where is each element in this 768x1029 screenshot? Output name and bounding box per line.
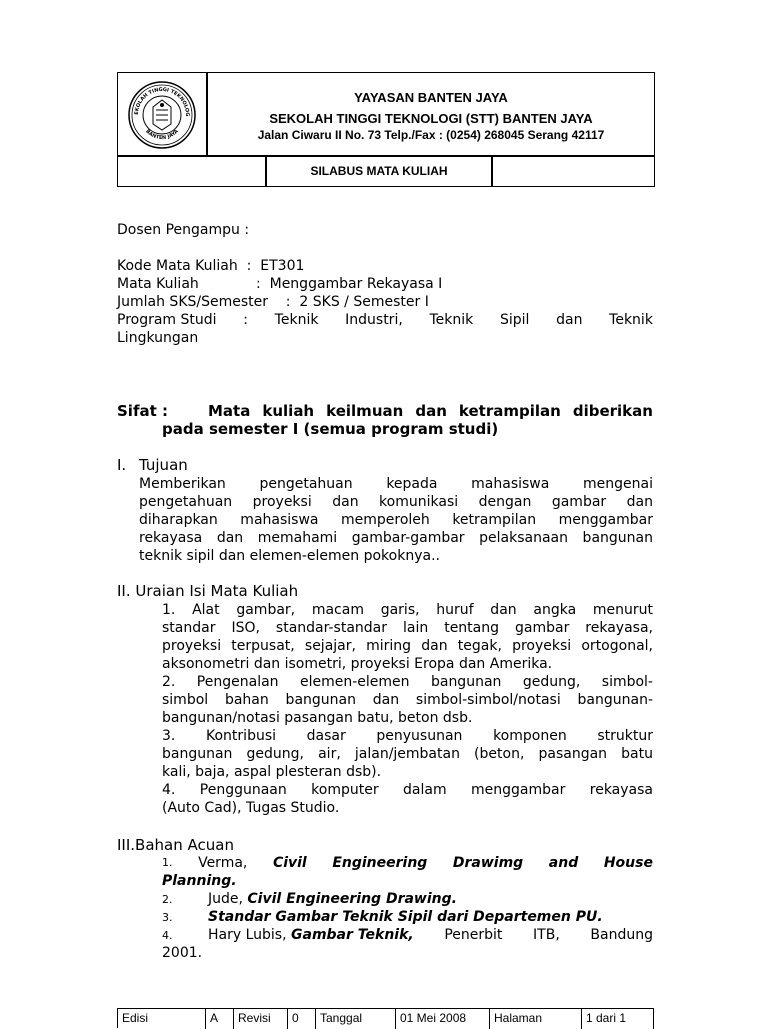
header-table <box>117 72 655 187</box>
prodi-word: Teknik <box>609 312 653 328</box>
school-name: SEKOLAH TINGGI TEKNOLOGI (STT) BANTEN JAYA <box>269 111 593 126</box>
uraian-line: 2. Pengenalan elemen-elemen bangunan gedung, simbol- <box>162 674 653 690</box>
bahan-item-3 <box>162 908 603 926</box>
prodi-cont: Lingkungan <box>117 330 199 346</box>
sifat-word: diberikan <box>572 402 653 420</box>
footer-revisi-label: Revisi <box>234 1009 288 1029</box>
header-divider <box>491 155 493 187</box>
bahan-author: Jude, <box>208 891 248 907</box>
bahan-author: Hary Lubis, <box>208 927 291 943</box>
sifat-word: kuliah <box>262 402 315 420</box>
uraian-line: (Auto Cad), Tugas Studio. <box>162 800 340 816</box>
prodi-word: Industri, <box>345 312 403 328</box>
footer-table <box>117 1008 654 1028</box>
sks-line: Jumlah SKS/Semester : 2 SKS / Semester I <box>117 294 429 310</box>
bahan-title: Gambar Teknik, <box>291 927 414 943</box>
mk-value: : Menggambar Rekayasa I <box>256 276 443 292</box>
bahan-title-word: Engineering <box>332 855 428 871</box>
tujuan-heading: Tujuan <box>139 456 188 474</box>
prodi-word: dan <box>556 312 583 328</box>
uraian-line: 3. Kontribusi dasar penyusunan komponen struktur <box>162 728 653 744</box>
bahan-item-1 <box>162 854 653 872</box>
sifat-line2: pada semester I (semua program studi) <box>162 420 499 438</box>
tujuan-line: rekayasa dan memahami gambar-gambar pelaksanaan bangunan <box>139 530 653 546</box>
prodi-word: Teknik <box>429 312 474 328</box>
footer-edisi-value: A <box>206 1009 234 1029</box>
prodi-word: Sipil <box>499 312 530 328</box>
bahan-heading: III.Bahan Acuan <box>117 836 234 854</box>
uraian-line: 4. Penggunaan komputer dalam menggambar rekayasa <box>162 782 653 798</box>
uraian-line: bangunan gedung, air, jalan/jembatan (beton, pasangan batu <box>162 746 653 762</box>
bahan-num: 3. <box>162 911 173 924</box>
uraian-line: proyeksi terpusat, sejajar, miring dan tegak, proyeksi ortogonal, <box>162 638 653 654</box>
tujuan-num: I. <box>117 456 127 474</box>
tujuan-paragraph <box>139 475 653 565</box>
bahan-item-4 <box>162 926 653 944</box>
footer-revisi-value: 0 <box>288 1009 316 1029</box>
bahan-title-word: and <box>548 855 579 871</box>
doc-title: SILABUS MATA KULIAH <box>310 164 448 178</box>
bahan-title-cont: Planning. <box>162 873 237 889</box>
uraian-line: kali, baja, aspal plesteran dsb). <box>162 764 382 780</box>
footer-edisi-label: Edisi <box>118 1009 206 1029</box>
footer-halaman-label: Halaman <box>490 1009 582 1029</box>
sifat-label: Sifat : <box>117 402 168 420</box>
bahan-num: 2. <box>162 893 173 906</box>
bahan-title-word: House <box>603 855 653 871</box>
tujuan-line: pengetahuan proyeksi dan komunikasi dengan gambar dan <box>139 494 653 510</box>
uraian-line: simbol bahan bangunan dan simbol-simbol/notasi bangunan- <box>162 692 653 708</box>
tujuan-line: diharapkan mahasiswa memperoleh ketrampilan menggambar <box>139 512 653 528</box>
sifat-word: Mata <box>208 402 251 420</box>
bahan-num: 4. <box>162 929 173 942</box>
uraian-line: 1. Alat gambar, macam garis, huruf dan angka menurut <box>162 602 653 618</box>
bahan-num: 1. <box>162 856 173 869</box>
bahan-title-word: Drawimg <box>452 855 524 871</box>
bahan-item-2 <box>162 890 457 908</box>
kode-line: Kode Mata Kuliah : ET301 <box>117 258 305 274</box>
mk-label: Mata Kuliah <box>117 276 199 292</box>
bahan-rest-word: Penerbit <box>444 927 503 943</box>
prodi-word: Program Studi <box>117 312 217 328</box>
org-name: YAYASAN BANTEN JAYA <box>354 90 508 105</box>
footer-halaman-value: 1 dari 1 <box>582 1009 654 1029</box>
footer-tanggal-value: 01 Mei 2008 <box>396 1009 490 1029</box>
school-seal-icon <box>127 80 197 150</box>
bahan-item-4-cont: 2001. <box>162 945 203 961</box>
bahan-title: Civil Engineering Drawing. <box>247 891 457 907</box>
uraian-line: bangunan/notasi pasangan batu, beton dsb. <box>162 710 473 726</box>
uraian-heading: II. Uraian Isi Mata Kuliah <box>117 582 299 600</box>
uraian-line: aksonometri dan isometri, proyeksi Eropa dan Amerika. <box>162 656 553 672</box>
seal-text-top: EKOLAH TINGGI TEKNOLOG <box>133 86 191 117</box>
sifat-line1 <box>208 402 653 420</box>
uraian-line: standar ISO, standar-standar lain tentang gambar rekayasa, <box>162 620 653 636</box>
dosen-label: Dosen Pengampu : <box>117 222 250 238</box>
bahan-rest-word: ITB, <box>533 927 560 943</box>
prodi-line <box>117 312 653 328</box>
school-address: Jalan Ciwaru II No. 73 Telp./Fax : (0254) 268045 Serang 42117 <box>257 128 605 142</box>
tujuan-line: Memberikan pengetahuan kepada mahasiswa mengenai <box>139 476 653 492</box>
bahan-author: Verma, <box>198 855 248 871</box>
bahan-title: Standar Gambar Teknik Sipil dari Departemen PU. <box>208 909 603 925</box>
sifat-word: keilmuan <box>326 402 404 420</box>
footer-tanggal-label: Tanggal <box>316 1009 396 1029</box>
bahan-rest-word: Bandung <box>590 927 653 943</box>
bahan-title-word: Civil <box>272 855 307 871</box>
sifat-word: ketrampilan <box>458 402 561 420</box>
prodi-word: Teknik <box>274 312 319 328</box>
sifat-word: dan <box>415 402 447 420</box>
bahan-item-4-left <box>162 926 414 944</box>
tujuan-line: teknik sipil dan elemen-elemen pokoknya.. <box>139 548 440 564</box>
seal-text-bottom: BANTEN JAYA <box>144 128 180 142</box>
prodi-word: : <box>243 312 248 328</box>
uraian-paragraph <box>162 601 653 817</box>
